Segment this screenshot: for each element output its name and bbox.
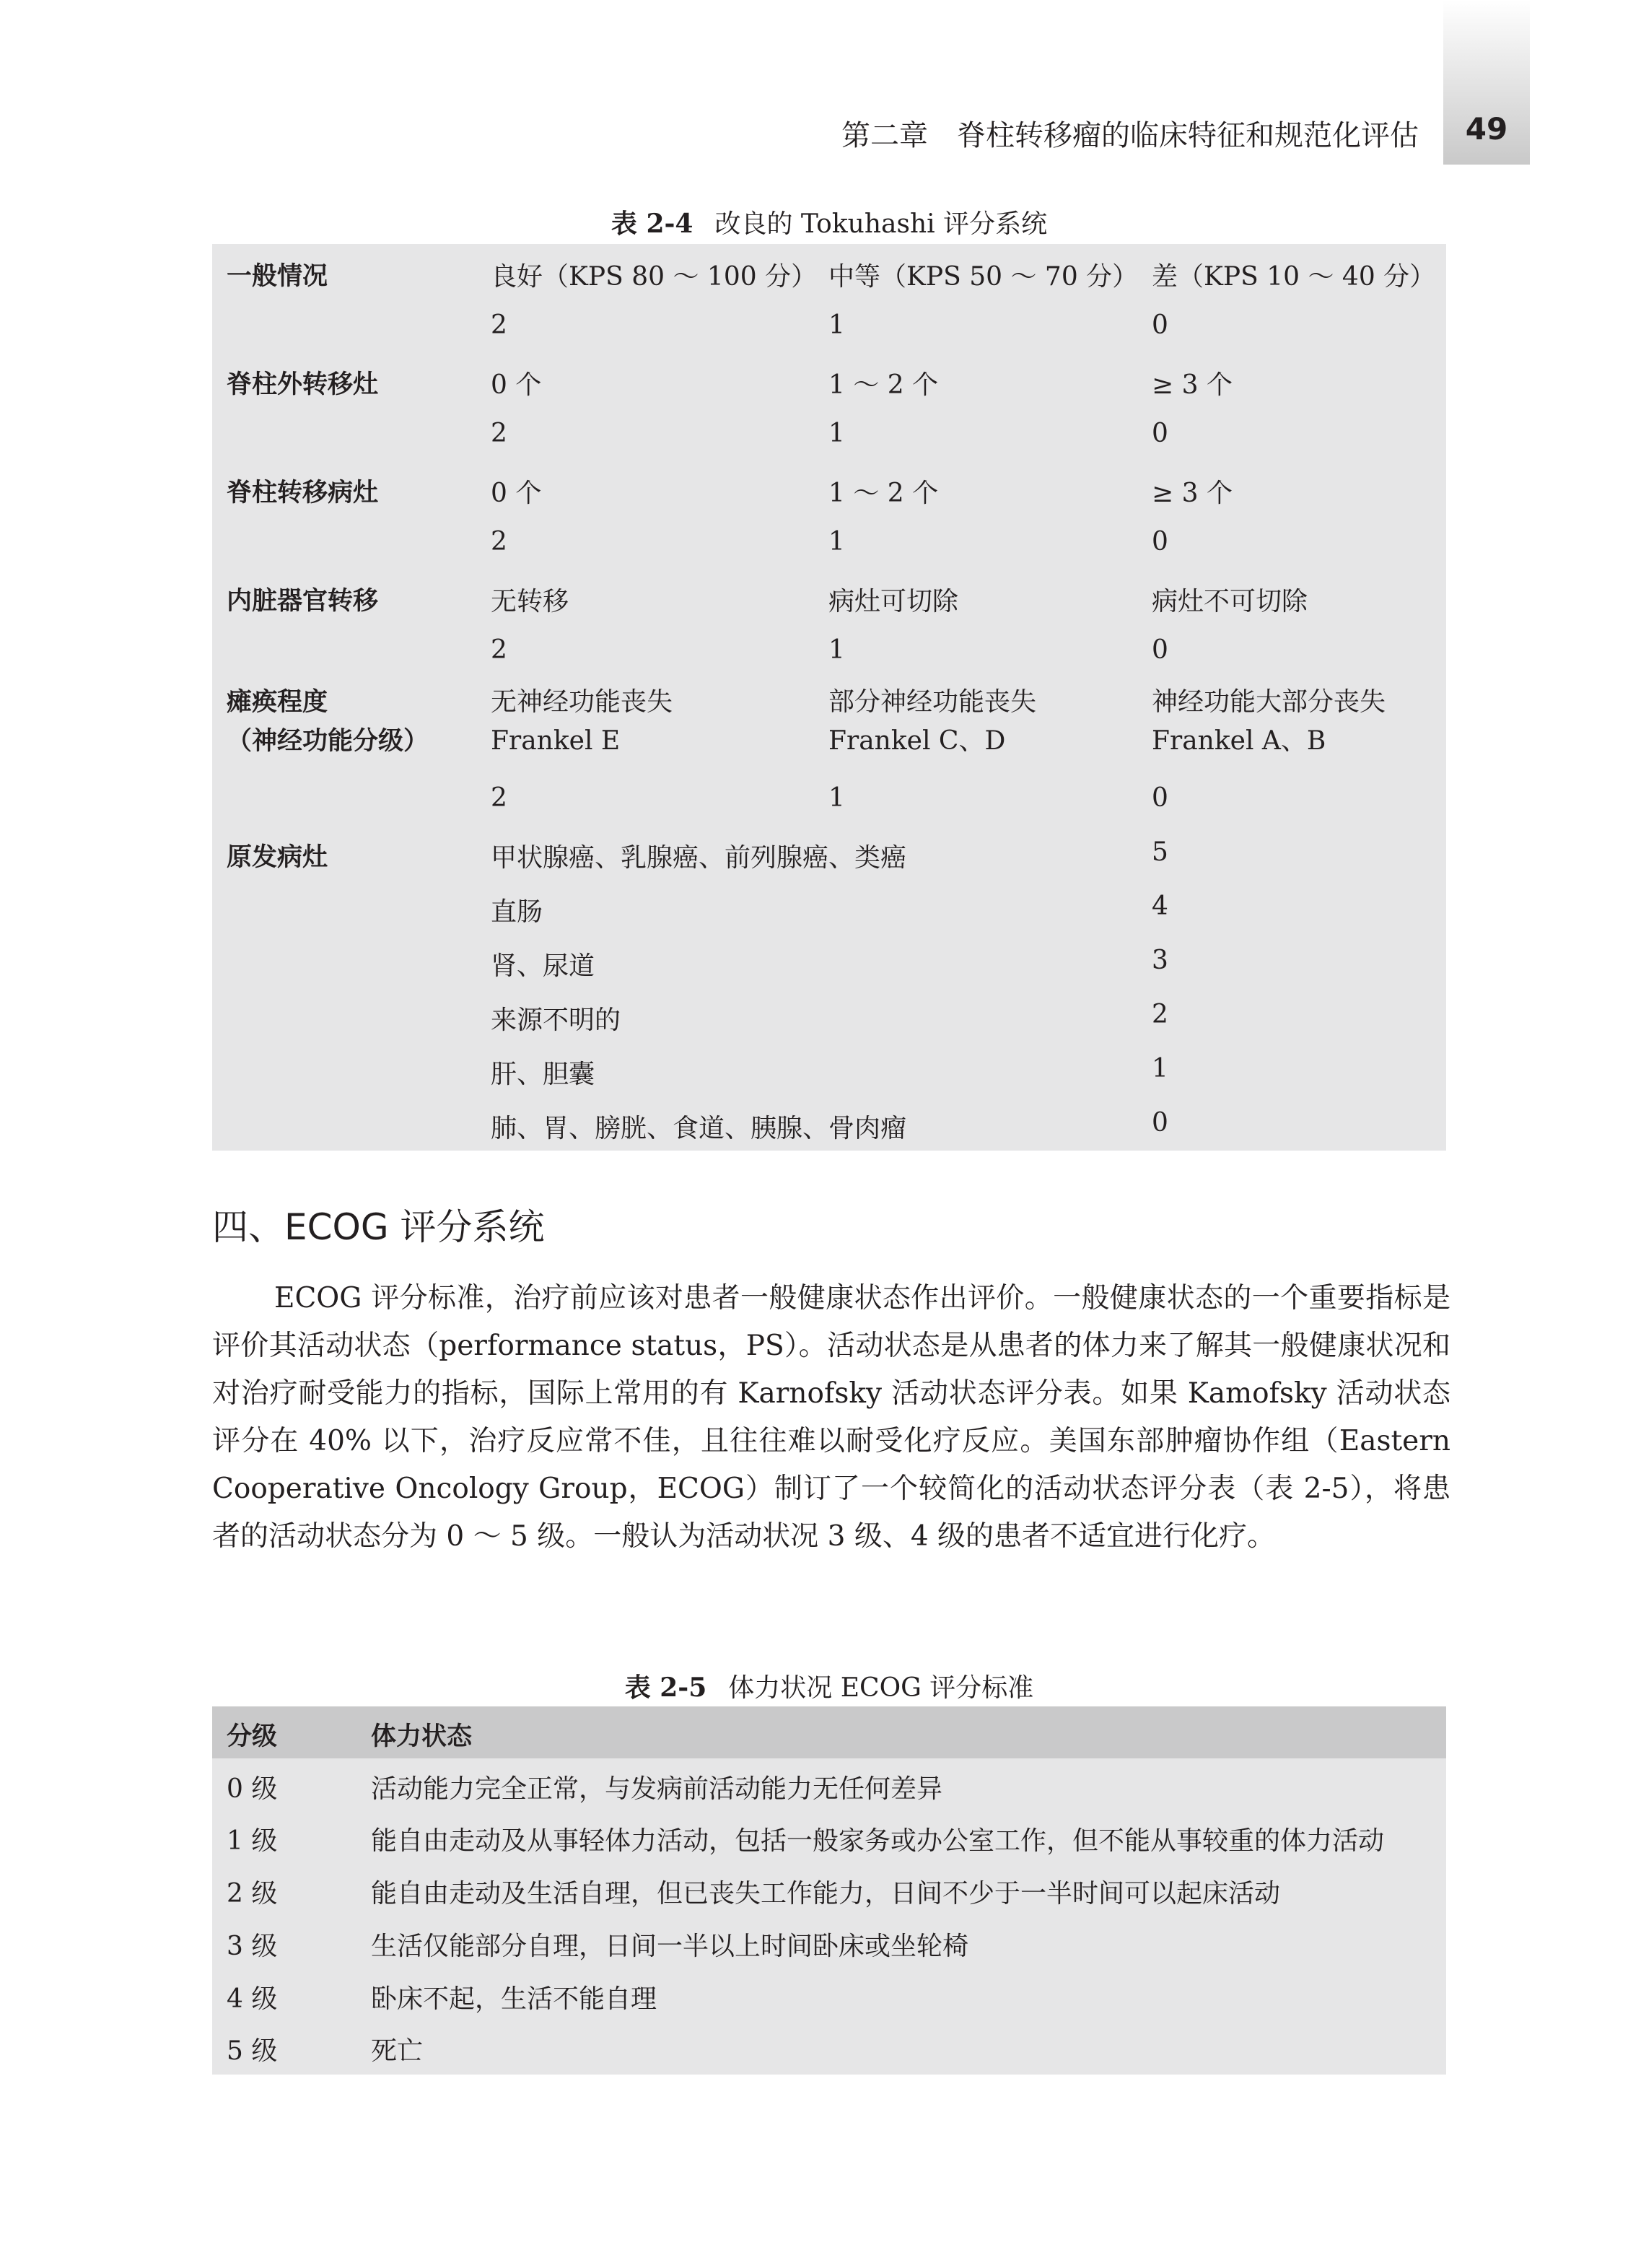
row-label: 内脏器官转移 — [227, 587, 379, 616]
table-2-5-caption — [212, 1667, 1446, 1704]
cell: 3 — [1152, 946, 1168, 975]
grade-cell: 4 级 — [227, 1984, 278, 2014]
status-cell: 卧床不起，生活不能自理 — [371, 1984, 657, 2014]
cell: 来源不明的 — [491, 1006, 621, 1035]
column-header: 分级 — [227, 1722, 278, 1751]
cell: 4 — [1152, 891, 1168, 921]
cell: 0 — [1152, 310, 1168, 340]
cell: 直肠 — [491, 897, 543, 927]
cell: 0 个 — [491, 370, 542, 400]
caption-label: 表 2-5 — [624, 1672, 707, 1703]
caption-text: 改良的 Tokuhashi 评分系统 — [714, 209, 1048, 239]
cell-line: 无神经功能丧失 — [491, 687, 673, 717]
status-cell: 能自由走动及生活自理，但已丧失工作能力，日间不少于一半时间可以起床活动 — [371, 1879, 1281, 1909]
cell — [1152, 683, 1386, 761]
cell — [828, 683, 1036, 761]
row-label: 脊柱转移病灶 — [227, 479, 379, 507]
cell: 0 — [1152, 527, 1168, 557]
column-header: 体力状态 — [371, 1722, 473, 1751]
cell: 中等（KPS 50 ～ 70 分） — [828, 262, 1139, 292]
page-number: 49 — [1465, 111, 1508, 147]
cell: 5 — [1152, 837, 1168, 867]
cell: 0 — [1152, 419, 1168, 448]
cell — [491, 683, 673, 761]
cell: 0 — [1152, 1108, 1168, 1138]
row-label-line: （神经功能分级） — [227, 727, 429, 756]
cell: 1 ～ 2 个 — [828, 479, 939, 508]
cell: 0 个 — [491, 479, 542, 508]
row-label: 原发病灶 — [227, 843, 328, 872]
cell: 1 — [828, 310, 845, 340]
grade-cell: 5 级 — [227, 2036, 278, 2066]
row-label-line: 瘫痪程度 — [227, 688, 328, 717]
cell: 2 — [491, 635, 507, 665]
cell: 1 — [828, 419, 845, 448]
cell: 1 — [828, 527, 845, 557]
cell-line: 神经功能大部分丧失 — [1152, 687, 1386, 717]
status-cell: 活动能力完全正常，与发病前活动能力无任何差异 — [371, 1774, 943, 1804]
status-cell: 死亡 — [371, 2036, 424, 2066]
cell: 1 — [1152, 1054, 1168, 1083]
row-label: 一般情况 — [227, 262, 328, 291]
cell: 病灶可切除 — [828, 587, 959, 616]
cell: 甲状腺癌、乳腺癌、前列腺癌、类癌 — [491, 843, 907, 873]
caption-text: 体力状况 ECOG 评分标准 — [728, 1673, 1034, 1703]
grade-cell: 2 级 — [227, 1879, 278, 1909]
running-header: 第二章 脊柱转移瘤的临床特征和规范化评估 — [841, 119, 1419, 152]
ecog-table — [212, 1706, 1446, 2075]
cell: 1 — [828, 783, 845, 813]
cell: 2 — [1152, 1000, 1168, 1029]
section-heading: 四、ECOG 评分系统 — [212, 1206, 545, 1248]
cell: 病灶不可切除 — [1152, 587, 1308, 616]
grade-cell: 0 级 — [227, 1774, 278, 1804]
cell-line: Frankel A、B — [1152, 726, 1326, 756]
paragraph-text: ECOG 评分标准，治疗前应该对患者一般健康状态作出评价。一般健康状态的一个重要指标是评价其活动状态（performance status，PS）。活动状态是从患者的体力来了解其一般健康状况和对治疗耐受能力的指标，国际上常用的有 Karnofsky 活动状态评分表。如果 Kamofsky 活动状态评分在 40% 以下，治疗反应常不佳，且往往难以耐受化疗反应。美国东部肿瘤协作组（Eastern Cooperative Oncology Group，ECOG）制订了一个较简化的活动状态评分表（表 2-5），将患者的活动状态分为 0 ～ 5 级。一般认为活动状况 3 级、4 级的患者不适宜进行化疗。 — [212, 1282, 1450, 1553]
grade-cell: 3 级 — [227, 1932, 278, 1961]
caption-label: 表 2-4 — [610, 209, 693, 239]
cell-line: 部分神经功能丧失 — [828, 687, 1037, 717]
cell: 2 — [491, 527, 507, 557]
cell: 2 — [491, 783, 507, 813]
table-2-4-caption — [212, 204, 1446, 240]
cell: 良好（KPS 80 ～ 100 分） — [491, 262, 818, 292]
cell: ≥ 3 个 — [1152, 479, 1233, 508]
cell: 2 — [491, 419, 507, 448]
cell: 2 — [491, 310, 507, 340]
cell: ≥ 3 个 — [1152, 370, 1233, 400]
cell: 1 ～ 2 个 — [828, 370, 939, 400]
cell: 无转移 — [491, 587, 569, 616]
cell: 差（KPS 10 ～ 40 分） — [1152, 262, 1436, 292]
cell: 肾、尿道 — [491, 951, 595, 981]
status-cell: 能自由走动及从事轻体力活动，包括一般家务或办公室工作，但不能从事较重的体力活动 — [371, 1826, 1385, 1856]
grade-cell: 1 级 — [227, 1826, 278, 1856]
row-label: 脊柱外转移灶 — [227, 370, 379, 399]
cell: 1 — [828, 635, 845, 665]
table-header-row — [212, 1706, 1446, 1758]
cell: 0 — [1152, 635, 1168, 665]
cell: 肺、胃、膀胱、食道、胰腺、骨肉瘤 — [491, 1114, 907, 1143]
cell-line: Frankel E — [491, 726, 621, 756]
cell: 0 — [1152, 783, 1168, 813]
body-paragraph — [212, 1275, 1450, 1561]
status-cell: 生活仅能部分自理，日间一半以上时间卧床或坐轮椅 — [371, 1932, 969, 1961]
row-label — [227, 683, 429, 761]
cell-line: Frankel C、D — [828, 726, 1006, 756]
cell: 肝、胆囊 — [491, 1060, 595, 1089]
tokuhashi-table — [212, 244, 1446, 1151]
